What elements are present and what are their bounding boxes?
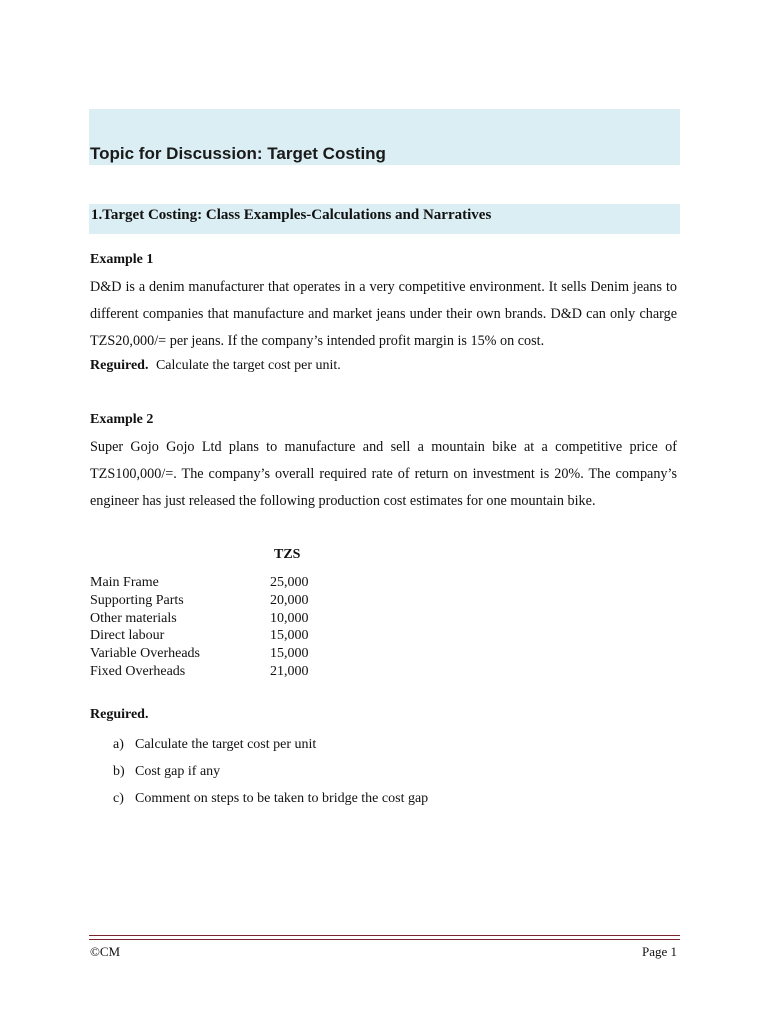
cost-value: 15,000	[270, 628, 309, 644]
example1-required	[90, 358, 341, 374]
example1-body: D&D is a denim manufacturer that operates in a very competitive environment. It sells Denim jeans to different companies that manufacture and market jeans under their own brands. D&D can only charge TZS20,000/= per jeans. If the company’s intended profit margin is 15% on cost.	[90, 279, 677, 349]
cost-label: Supporting Parts	[90, 592, 184, 608]
list-marker: c)	[113, 791, 124, 806]
cost-label: Other materials	[90, 610, 177, 626]
cost-value: 20,000	[270, 592, 309, 608]
table-row	[90, 574, 330, 592]
cost-label: Main Frame	[90, 575, 159, 590]
table-row	[90, 627, 330, 645]
example1-required-label: Reguired.	[90, 358, 149, 373]
example2-required-label: Reguired.	[90, 707, 149, 722]
table-row	[90, 663, 330, 681]
cost-value: 10,000	[270, 610, 309, 626]
table-row	[90, 645, 330, 663]
cost-value: 15,000	[270, 646, 309, 662]
example1-heading: Example 1	[90, 252, 154, 267]
list-marker: a)	[113, 737, 124, 752]
topic-title: Topic for Discussion: Target Costing	[90, 144, 386, 163]
page-number: Page 1	[641, 944, 677, 959]
example1-required-text: Calculate the target cost per unit.	[155, 358, 341, 373]
cost-value: 21,000	[270, 663, 309, 679]
section-title: 1.Target Costing: Class Examples-Calculations and Narratives	[91, 207, 492, 223]
cost-table	[90, 574, 330, 681]
currency-header: TZS	[274, 547, 301, 562]
example2-heading: Example 2	[90, 412, 154, 427]
cost-label: Fixed Overheads	[90, 663, 186, 679]
footer-copyright: ©CM	[90, 944, 121, 959]
required-list	[113, 731, 428, 812]
cost-value: 25,000	[270, 575, 309, 590]
list-item	[113, 758, 428, 785]
list-marker: b)	[113, 764, 125, 779]
table-row	[90, 610, 330, 628]
footer-divider	[89, 935, 680, 940]
list-item	[113, 785, 428, 812]
list-item-text: Cost gap if any	[135, 764, 221, 779]
table-row	[90, 592, 330, 610]
list-item-text: Calculate the target cost per unit	[135, 737, 317, 752]
list-item-text: Comment on steps to be taken to bridge the cost gap	[135, 791, 429, 806]
cost-label: Variable Overheads	[90, 646, 201, 662]
list-item	[113, 731, 428, 758]
example2-body: Super Gojo Gojo Ltd plans to manufacture and sell a mountain bike at a competitive price of TZS100,000/=. The company’s overall required rate of return on investment is 20%. The company’s engineer has just released the following production cost estimates for one mountain bike.	[90, 439, 677, 509]
cost-label: Direct labour	[90, 628, 165, 644]
